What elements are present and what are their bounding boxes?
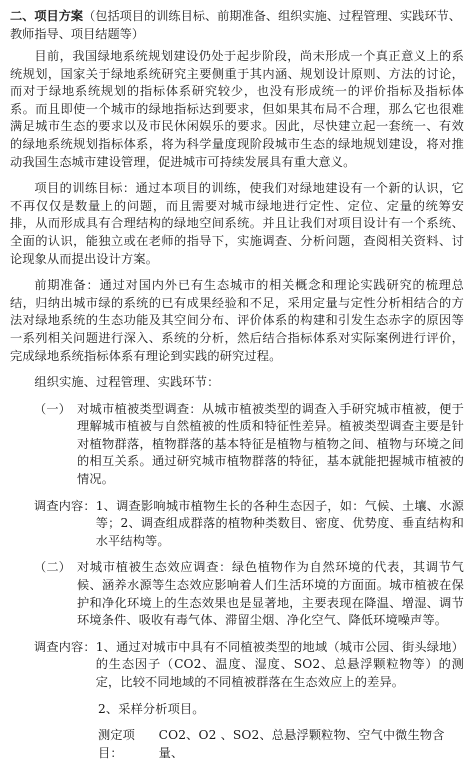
- survey-content-label-2: 调查内容：: [34, 639, 96, 654]
- item-number-two: （二）: [34, 560, 72, 575]
- section-heading: [10, 8, 464, 43]
- preparation-paragraph: 前期准备：通过对国内外已有生态城市的相关概念和理论实践研究的梳理总结，归纳出城市绿的系统的已有成果经验和不足，采用定量与定性分析相结合的方法对绿地系统的生态功能及其空间分布、评价体系的构建和引发生态赤字的原因等一系列相关问题进行深入、系统的分析，然后结合指标体系对实际案例进行评价，完成绿地系统指标体系有理论到实践的研究过程。: [10, 278, 464, 363]
- organization-heading: 组织实施、过程管理、实践环节：: [34, 375, 220, 390]
- item-number-one: （一）: [34, 401, 72, 416]
- sampling-subheading: 2、采样分析项目。: [98, 701, 205, 716]
- survey-content-1: [10, 498, 464, 551]
- survey-content-label: 调查内容：: [34, 498, 96, 513]
- survey-content-2-text: 1、通过对城市中具有不同植被类型的地域（城市公园、街头绿地）的生态因子（CO2、温度、湿度、SO2、总悬浮颗粒物等）的测定，比较不同地域的不同植被群落在生态效应上的差异。: [95, 639, 464, 689]
- training-goal-paragraph: 项目的训练目标：通过本项目的训练，使我们对绿地建设有一个新的认识，它不再仅仅是数量上的问题，而且需要对城市绿地进行定性、定位、定量的统筹安排，从而形成具有合理结构的绿地空间系统。并且让我们对项目设计有一个系统、全面的认识，能独立或在老师的指导下，实施调查、分析问题，查阅相关资料、讨论现象从而提出设计方案。: [10, 181, 464, 266]
- section-title: 二、项目方案: [10, 9, 84, 23]
- measurement-label: 测定项目：: [98, 728, 136, 760]
- item-vegetation-type: [10, 401, 464, 489]
- survey-content-2: [10, 639, 464, 692]
- item-one-text: 对城市植被类型调查：从城市植被类型的调查入手研究城市植被，便于理解城市植被与自然植被的性质和特征性差异。植被类型调查主要是针对植物群落，植物群落的基本特征是植物与植物之间、植物与环境之间的相互关系。通过研究城市植物群落的特征，基本就能把握城市植被的情况。: [77, 401, 464, 487]
- item-ecological-effect: [10, 559, 464, 629]
- intro-paragraph: 目前，我国绿地系统规划建设仍处于起步阶段，尚未形成一个真正意义上的系统规划，国家关于绿地系统研究主要侧重于其内涵、规划设计原则、方法的讨论，而对于绿地系统规划的指标体系研究较少，也没有形成统一的评价指标及指标体系。而且即使一个城市的绿地指标达到要求，但如果其布局不合理，那么它也很难满足城市生态的要求以及市民休闲娱乐的要求。因此，尽快建立起一套统一、有效的绿地系统规划指标体系，将为科学量度现阶段城市生态的绿地规划建设，将对推动我国生态城市建设管理，促进城市可持续发展具有重大意义。: [10, 49, 464, 169]
- item-two-text: 对城市植被生态效应调查：绿色植物作为自然环境的代表，其调节气候、涵养水源等生态效应影响着人们生活环境的方面面。城市植被在保护和净化环境上的生态效果也是显著地，主要表现在降温、增湿、调节环境条件、吸收有毒气体、滞留尘烟、净化空气、降低环境噪声等。: [77, 560, 464, 628]
- measurement-text: CO2、O2 、SO2、总悬浮颗粒物、空气中微生物含量、: [158, 728, 445, 760]
- measurement-items: [10, 727, 464, 762]
- survey-content-1-text: 1、调查影响城市植物生长的各种生态因子，如：气候、土壤、水源等；2、调查组成群落的植物种类数目、密度、优势度、垂直结构和水平结构等。: [95, 498, 464, 548]
- section-title-note: （包括项目的训练目标、前期准备、组织实施、过程管理、实践环节、教师指导、项目结题等）: [10, 9, 461, 41]
